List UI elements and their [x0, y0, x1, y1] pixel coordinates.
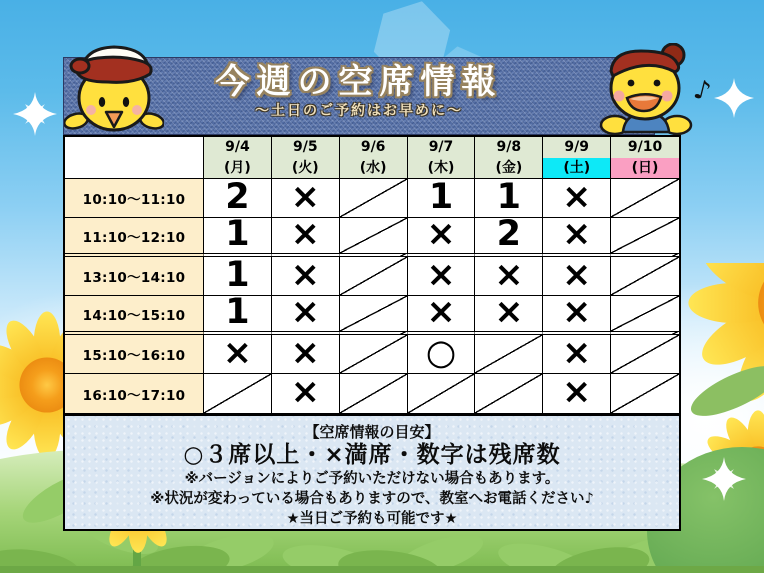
column-day-sunday: (日) — [611, 158, 679, 178]
duck-mascot-icon — [597, 43, 697, 135]
column-header-thu — [408, 137, 476, 179]
chick-mascot-icon — [64, 40, 164, 135]
legend-main: ○３席以上・×満席・数字は残席数 — [183, 442, 561, 468]
legend-note: ※バージョンによりご予約いただけない場合もあります。 — [184, 471, 560, 487]
availability-cell: × — [408, 218, 476, 257]
availability-cell: × — [272, 335, 340, 374]
column-header-mon — [204, 137, 272, 179]
column-day: (金) — [495, 160, 523, 176]
availability-cell: 1 — [475, 179, 543, 218]
column-date: 9/10 — [627, 139, 663, 155]
availability-cell: × — [475, 257, 543, 296]
availability-cell: × — [408, 257, 476, 296]
availability-cell — [611, 257, 679, 296]
availability-cell — [340, 296, 408, 335]
page-subtitle: ～土日のご予約はお早めに～ — [255, 103, 463, 119]
time-slot-label: 13:10～14:10 — [65, 257, 204, 296]
availability-cell: × — [543, 179, 611, 218]
availability-cell — [340, 335, 408, 374]
page-title: 今週の空席情報 — [215, 62, 503, 102]
sparkle-icon — [702, 457, 746, 501]
availability-cell: × — [543, 296, 611, 335]
availability-cell: × — [204, 335, 272, 374]
availability-cell — [475, 374, 543, 413]
availability-cell: × — [272, 218, 340, 257]
corner-cell — [65, 137, 204, 179]
column-date: 9/8 — [496, 139, 522, 155]
column-day: (火) — [291, 160, 319, 176]
column-day-saturday: (土) — [543, 158, 610, 178]
availability-cell — [204, 374, 272, 413]
availability-cell: × — [543, 257, 611, 296]
column-date: 9/5 — [292, 139, 318, 155]
column-header-tue — [272, 137, 340, 179]
column-day: (木) — [427, 160, 455, 176]
availability-cell — [340, 374, 408, 413]
column-date: 9/9 — [564, 139, 590, 155]
availability-cell: × — [272, 374, 340, 413]
column-date: 9/4 — [225, 139, 250, 155]
column-header-sun — [611, 137, 679, 179]
time-slot-label: 14:10～15:10 — [65, 296, 204, 335]
time-slot-label: 11:10～12:10 — [65, 218, 204, 257]
column-date: 9/7 — [428, 139, 454, 155]
music-note-icon: ♪ — [690, 74, 714, 108]
availability-cell: ○ — [408, 335, 476, 374]
availability-cell — [408, 374, 476, 413]
availability-cell: 1 — [408, 179, 476, 218]
availability-cell: 1 — [204, 218, 272, 257]
legend-box — [63, 415, 681, 531]
legend-note: ★当日ご予約も可能です★ — [286, 511, 458, 527]
availability-cell — [611, 335, 679, 374]
sparkle-icon — [714, 78, 754, 118]
availability-cell — [611, 374, 679, 413]
availability-cell — [340, 257, 408, 296]
availability-cell: × — [543, 335, 611, 374]
availability-cell: × — [475, 296, 543, 335]
legend-heading: 【空席情報の目安】 — [304, 423, 440, 441]
availability-cell — [611, 218, 679, 257]
column-day: (月) — [224, 160, 251, 176]
availability-cell: × — [543, 374, 611, 413]
availability-cell — [340, 218, 408, 257]
availability-cell: × — [272, 257, 340, 296]
availability-cell: 2 — [204, 179, 272, 218]
availability-cell: × — [272, 296, 340, 335]
availability-cell: 1 — [204, 296, 272, 335]
availability-cell — [611, 179, 679, 218]
legend-note: ※状況が変わっている場合もありますので、教室へお電話ください♪ — [150, 491, 594, 507]
availability-cell: × — [543, 218, 611, 257]
availability-cell: 2 — [475, 218, 543, 257]
column-header-fri — [475, 137, 543, 179]
availability-cell: × — [272, 179, 340, 218]
column-header-sat — [543, 137, 611, 179]
availability-cell: 1 — [204, 257, 272, 296]
availability-cell — [475, 335, 543, 374]
availability-cell: × — [408, 296, 476, 335]
time-slot-label: 10:10～11:10 — [65, 179, 204, 218]
availability-table — [63, 135, 681, 415]
time-slot-label: 16:10～17:10 — [65, 374, 204, 413]
sparkle-icon — [13, 92, 57, 136]
column-date: 9/6 — [360, 139, 386, 155]
availability-cell — [340, 179, 408, 218]
column-header-wed — [340, 137, 408, 179]
availability-cell — [611, 296, 679, 335]
column-day: (水) — [359, 160, 387, 176]
time-slot-label: 15:10～16:10 — [65, 335, 204, 374]
